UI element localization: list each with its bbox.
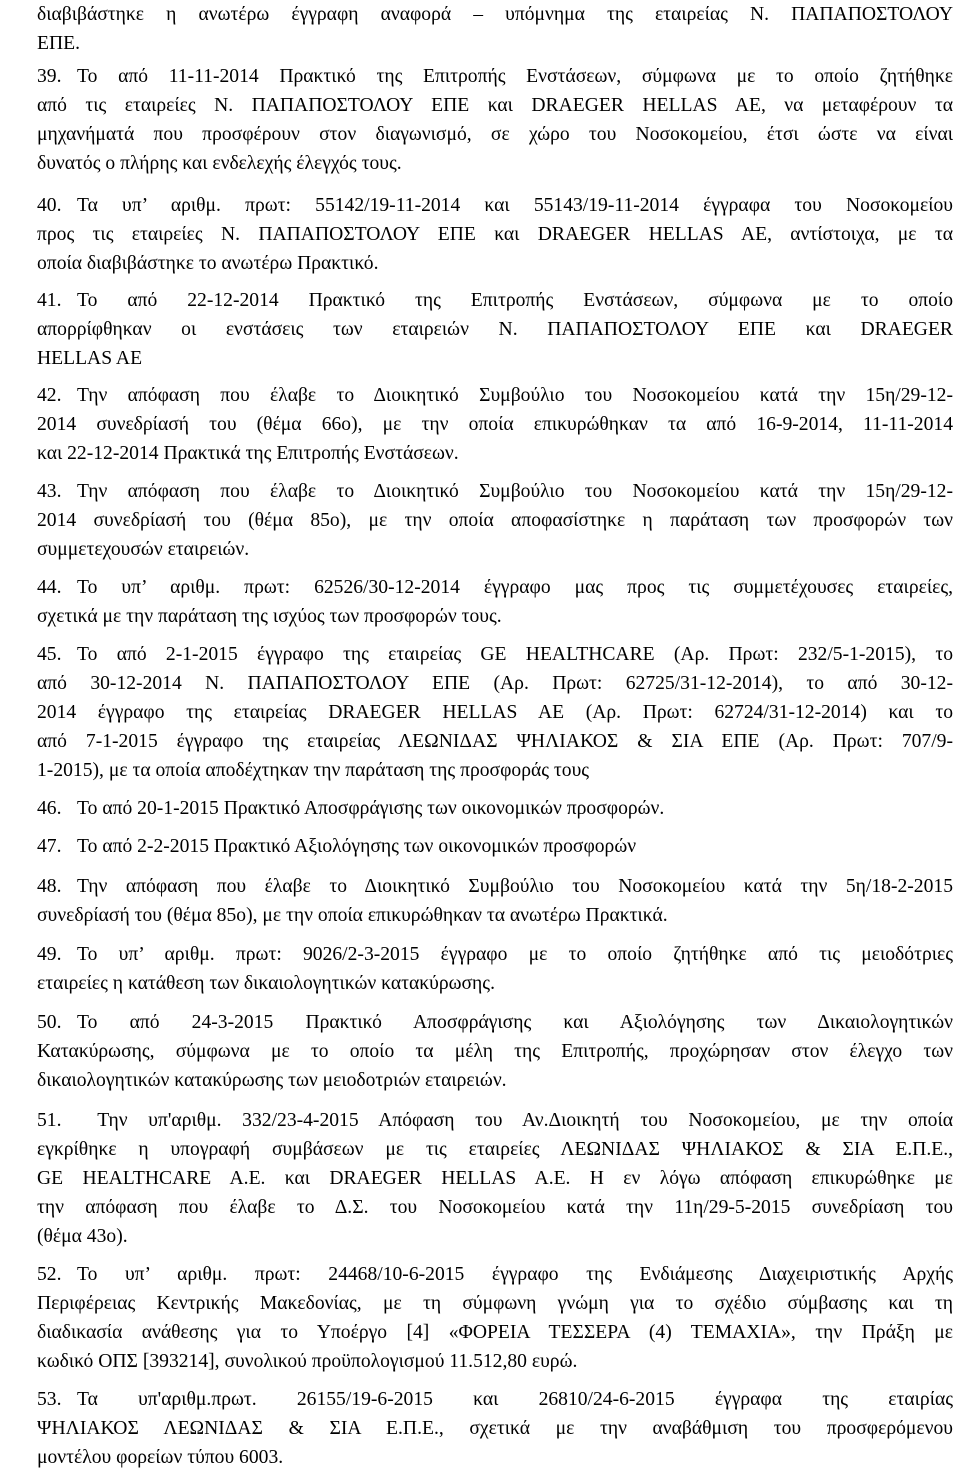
text-line: 2014 έγγραφο της εταιρείας DRAEGER HELLAS AE (Αρ. Πρωτ: 62724/31-12-2014) και το [37,702,953,723]
text-line: εταιρείες η κατάθεση των δικαιολογητικών κατακύρωσης. [37,973,495,994]
text-line: Κατακύρωσης, σύμφωνα με το οποίο τα μέλη της Επιτροπής, προχώρησαν στον έλεγχο των [37,1041,953,1062]
text-line-first: 45. Το από 2-1-2015 έγγραφο της εταιρείας GE HEALTHCARE (Αρ. Πρωτ: 232/5-1-2015), το [37,640,953,669]
text-line: Περιφέρειας Κεντρικής Μακεδονίας, με τη σύμφωνη γνώμη για το σχέδιο σύμβασης και τη [37,1293,953,1314]
text-line: ΨΗΛΙΑΚΟΣ ΛΕΩΝΙΔΑΣ & ΣΙΑ Ε.Π.Ε., σχετικά με την αναβάθμιση του προσφερόμενου [37,1418,953,1439]
text-line: (θέμα 43ο). [37,1226,128,1247]
list-item-52 [37,1260,953,1376]
list-item-43 [37,477,953,564]
text-line-first: 42. Την απόφαση που έλαβε το Διοικητικό Συμβούλιο του Νοσοκομείου κατά την 15η/29-12- [37,381,953,410]
list-item-40 [37,191,953,278]
text-line: ΕΠΕ. [37,33,80,54]
list-item-44 [37,573,953,631]
text-line: από 7-1-2015 έγγραφο της εταιρείας ΛΕΩΝΙΔΑΣ ΨΗΛΙΑΚΟΣ & ΣΙΑ ΕΠΕ (Αρ. Πρωτ: 707/9- [37,731,953,752]
text-line: κωδικό ΟΠΣ [393214], συνολικού προϋπολογισμού 11.512,80 ευρώ. [37,1351,578,1372]
text-line-first: 43. Την απόφαση που έλαβε το Διοικητικό Συμβούλιο του Νοσοκομείου κατά την 15η/29-12- [37,477,953,506]
item-number: 41. [37,290,62,311]
item-number: 49. [37,944,62,965]
text-line: 2014 συνεδρίασή του (θέμα 85ο), με την οποία αποφασίστηκε η παράταση των προσφορών των [37,510,953,531]
list-item-46 [37,794,953,823]
item-number: 39. [37,66,62,87]
item-number: 45. [37,644,62,665]
item-number: 40. [37,195,62,216]
list-item-39 [37,62,953,178]
text-line-first: 40. Τα υπ’ αριθμ. πρωτ: 55142/19-11-2014 και 55143/19-11-2014 έγγραφα του Νοσοκομείου [37,191,953,220]
text-line: μοντέλου φορείων τύπου 6003. [37,1447,284,1468]
text-line: 1-2015), με τα οποία αποδέχτηκαν την παράταση της προσφοράς τους [37,760,590,781]
text-line-first: 48. Την απόφαση που έλαβε το Διοικητικό Συμβούλιο του Νοσοκομείου κατά την 5η/18-2-2015 [37,872,953,901]
text-line-first: 47. Το από 2-2-2015 Πρακτικό Αξιολόγησης των οικονομικών προσφορών [37,832,953,861]
list-item-49 [37,940,953,998]
text-line: προς τις εταιρείες Ν. ΠΑΠΑΠΟΣΤΟΛΟΥ ΕΠΕ και DRAEGER HELLAS AE, αντίστοιχα, με τα [37,224,953,245]
text-line-first: 49. Το υπ’ αριθμ. πρωτ: 9026/2-3-2015 έγγραφο με το οποίο ζητήθηκε από τις μειοδότριες [37,940,953,969]
text-line: εγκρίθηκε η υπογραφή συμβάσεων με τις εταιρείες ΛΕΩΝΙΔΑΣ ΨΗΛΙΑΚΟΣ & ΣΙΑ Ε.Π.Ε., [37,1139,953,1160]
item-number: 53. [37,1389,62,1410]
text-line: GE HEALTHCARE A.E. και DRAEGER HELLAS A.E. Η εν λόγω απόφαση επικυρώθηκε με [37,1168,953,1189]
text-line-first: 41. Το από 22-12-2014 Πρακτικό της Επιτροπής Ενστάσεων, σύμφωνα με το οποίο [37,286,953,315]
text-line-first: 39. Το από 11-11-2014 Πρακτικό της Επιτροπής Ενστάσεων, σύμφωνα με το οποίο ζητήθηκε [37,62,953,91]
text-line: δικαιολογητικών κατακύρωσης των μειοδοτριών εταιρειών. [37,1070,507,1091]
item-number: 44. [37,577,62,598]
text-line-first: 46. Το από 20-1-2015 Πρακτικό Αποσφράγισης των οικονομικών προσφορών. [37,794,953,823]
text-line: σχετικά με την παράταση της ισχύος των προσφορών τους. [37,606,502,627]
text-line: από 30-12-2014 Ν. ΠΑΠΑΠΟΣΤΟΛΟΥ ΕΠΕ (Αρ. Πρωτ: 62725/31-12-2014), το από 30-12- [37,673,953,694]
list-item-53 [37,1385,953,1472]
list-item-47 [37,832,953,861]
text-line: την απόφαση που έλαβε το Δ.Σ. του Νοσοκομείου κατά την 11η/29-5-2015 συνεδρίαση του [37,1197,953,1218]
item-number: 48. [37,876,62,897]
text-line: οποία διαβιβάστηκε το ανωτέρω Πρακτικό. [37,253,379,274]
text-line: συμμετεχουσών εταιρειών. [37,539,250,560]
text-line: και 22-12-2014 Πρακτικά της Επιτροπής Ενστάσεων. [37,443,459,464]
list-item-continuation [37,0,953,58]
text-line-first: 52. Το υπ’ αριθμ. πρωτ: 24468/10-6-2015 έγγραφο της Ενδιάμεσης Διαχειριστικής Αρχής [37,1260,953,1289]
text-line-first: 51. Την υπ'αριθμ. 332/23-4-2015 Απόφαση του Αν.Διοικητή του Νοσοκομείου, με την οποία [37,1106,953,1135]
text-line: HELLAS AE [37,348,143,369]
item-number: 50. [37,1012,62,1033]
text-line: από τις εταιρείες Ν. ΠΑΠΑΠΟΣΤΟΛΟΥ ΕΠΕ και DRAEGER HELLAS AE, να μεταφέρουν τα [37,95,953,116]
list-item-48 [37,872,953,930]
text-line: δυνατός ο πλήρης και ενδελεχής έλεγχός τους. [37,153,402,174]
text-line-first: 53. Τα υπ'αριθμ.πρωτ. 26155/19-6-2015 και 26810/24-6-2015 έγγραφα της εταιρίας [37,1385,953,1414]
text-line-first: 44. Το υπ’ αριθμ. πρωτ: 62526/30-12-2014 έγγραφο μας προς τις συμμετέχουσες εταιρείες, [37,573,953,602]
text-line: συνεδρίασή του (θέμα 85ο), με την οποία επικυρώθηκαν τα ανωτέρω Πρακτικά. [37,905,668,926]
item-number: 43. [37,481,62,502]
text-line: διαδικασία ανάθεσης για το Υποέργο [4] «ΦΟΡΕΙΑ ΤΕΣΣΕΡΑ (4) ΤΕΜΑΧΙΑ», την Πράξη με [37,1322,953,1343]
text-line: 2014 συνεδρίασή του (θέμα 66ο), με την οποία επικυρώθηκαν τα από 16-9-2014, 11-11-2014 [37,414,953,435]
text-line-first: 50. Το από 24-3-2015 Πρακτικό Αποσφράγισης και Αξιολόγησης των Δικαιολογητικών [37,1008,953,1037]
item-number: 52. [37,1264,62,1285]
text-line: διαβιβάστηκε η ανωτέρω έγγραφη αναφορά – υπόμνημα της εταιρείας Ν. ΠΑΠΑΠΟΣΤΟΛΟΥ [37,4,953,25]
list-item-41 [37,286,953,373]
list-item-45 [37,640,953,785]
text-line: μηχανήματά που προσφέρουν στον διαγωνισμό, σε χώρο του Νοσοκομείου, έτσι ώστε να είναι [37,124,953,145]
list-item-42 [37,381,953,468]
list-item-50 [37,1008,953,1095]
item-number: 51. [37,1110,62,1131]
item-number: 42. [37,385,62,406]
item-number: 47. [37,836,62,857]
text-line: απορρίφθηκαν οι ενστάσεις των εταιρειών Ν. ΠΑΠΑΠΟΣΤΟΛΟΥ ΕΠΕ και DRAEGER [37,319,953,340]
item-number: 46. [37,798,62,819]
list-item-51 [37,1106,953,1251]
